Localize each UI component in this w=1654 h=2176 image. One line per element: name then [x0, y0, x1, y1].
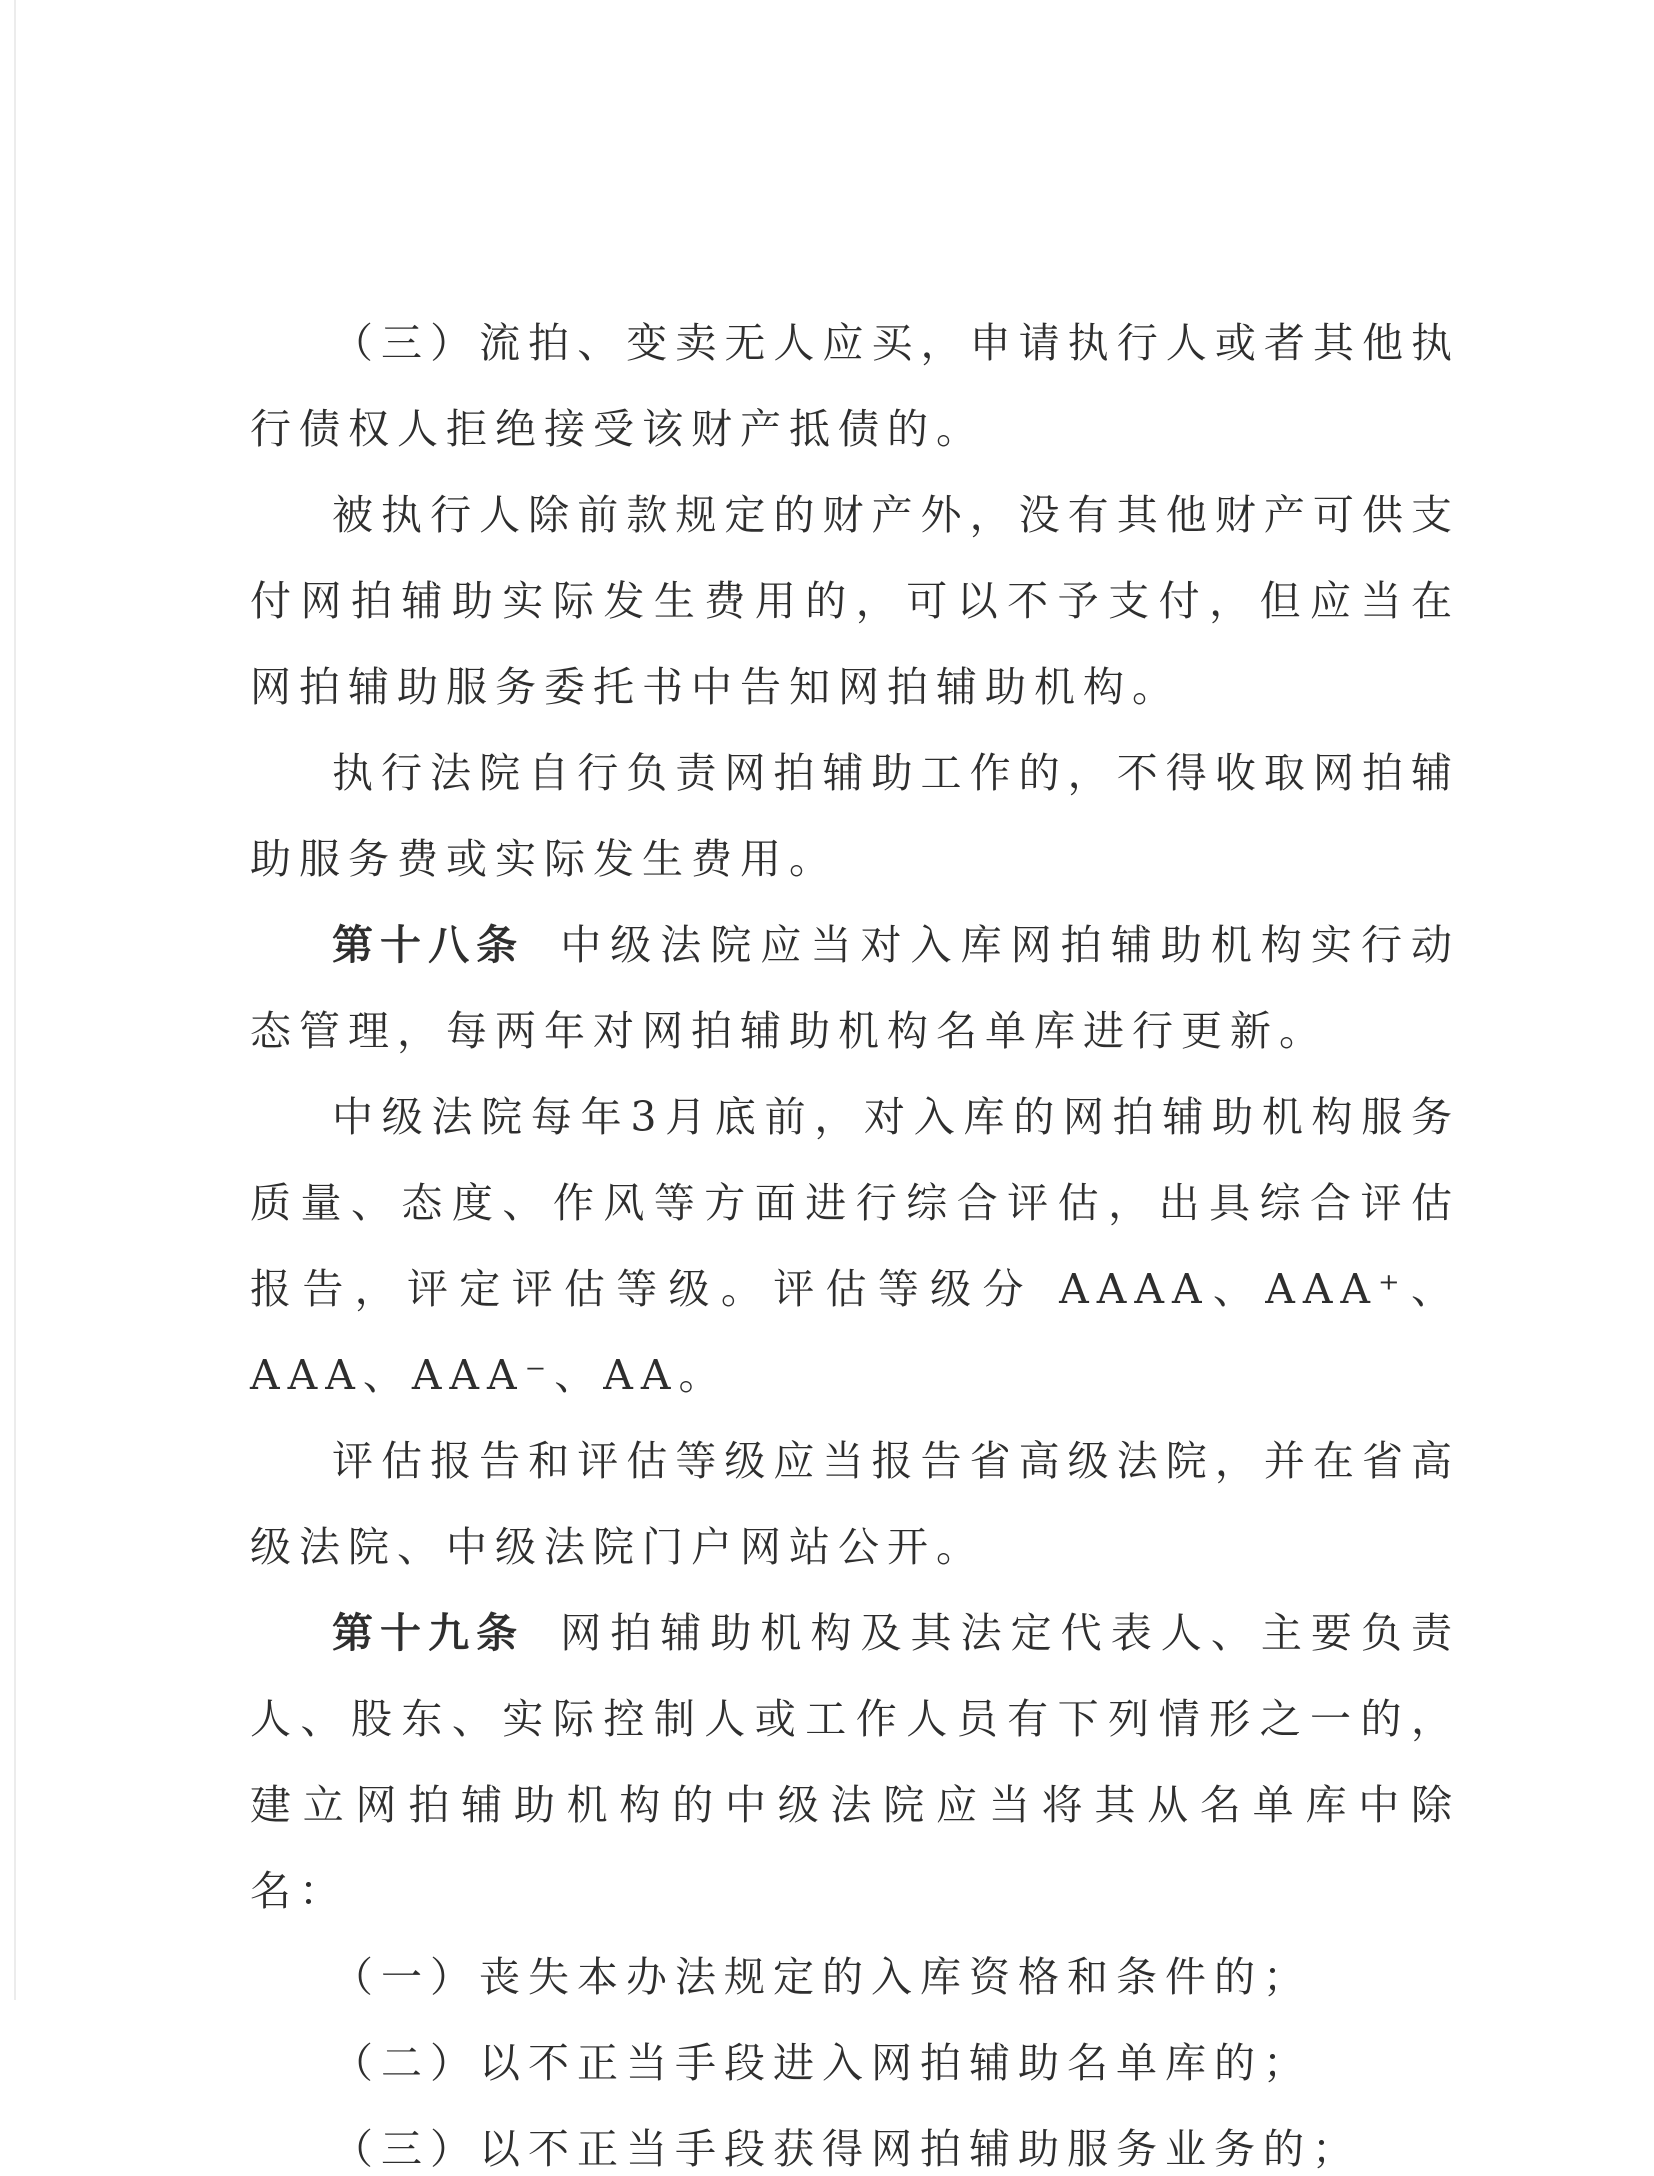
paragraph-item-three [250, 300, 1460, 472]
paragraph-text: 被执行人除前款规定的财产外，没有其他财产可供支付网拍辅助实际发生费用的，可以不予支付，但应当在网拍辅助服务委托书中告知网拍辅助机构。 [250, 491, 1460, 711]
article-18-label: 第十八条 [332, 921, 525, 969]
paragraph-text: 中级法院应当对入库网拍辅助机构实行动态管理，每两年对网拍辅助机构名单库进行更新。 [250, 921, 1461, 1055]
paragraph-court-self-responsible [250, 730, 1460, 902]
paragraph-text: （二）以不正当手段进入网拍辅助名单库的； [332, 2039, 1312, 2087]
paragraph-text: 评估报告和评估等级应当报告省高级法院，并在省高级法院、中级法院门户网站公开。 [250, 1437, 1460, 1571]
paragraph-text: （三）以不正当手段获得网拍辅助服务业务的； [332, 2125, 1361, 2173]
paragraph-annual-evaluation [250, 1074, 1460, 1418]
article-19-paragraph [250, 1590, 1460, 1934]
paragraph-report-publication [250, 1418, 1460, 1590]
article-18-paragraph [250, 902, 1460, 1074]
paragraph-item-three-cut [250, 2106, 1460, 2176]
paragraph-expense-nonpayment [250, 472, 1460, 730]
paragraph-item-one [250, 1934, 1460, 2020]
paragraph-text: 执行法院自行负责网拍辅助工作的，不得收取网拍辅助服务费或实际发生费用。 [250, 749, 1460, 883]
scan-edge-divider [14, 0, 16, 2000]
paragraph-item-two [250, 2020, 1460, 2106]
paragraph-text: （一）丧失本办法规定的入库资格和条件的； [332, 1953, 1312, 2001]
paragraph-text: 中级法院每年3月底前，对入库的网拍辅助机构服务质量、态度、作风等方面进行综合评估，出具综合评估报告，评定评估等级。评估等级分 AAAA、AAA⁺、AAA、AAA⁻、AA。 [250, 1093, 1460, 1399]
article-19-label: 第十九条 [332, 1609, 525, 1657]
paragraph-text: 网拍辅助机构及其法定代表人、主要负责人、股东、实际控制人或工作人员有下列情形之一的，建立网拍辅助机构的中级法院应当将其从名单库中除名： [250, 1609, 1461, 1915]
paragraph-text: （三）流拍、变卖无人应买，申请执行人或者其他执行债权人拒绝接受该财产抵债的。 [250, 319, 1460, 453]
document-body [250, 300, 1460, 2176]
